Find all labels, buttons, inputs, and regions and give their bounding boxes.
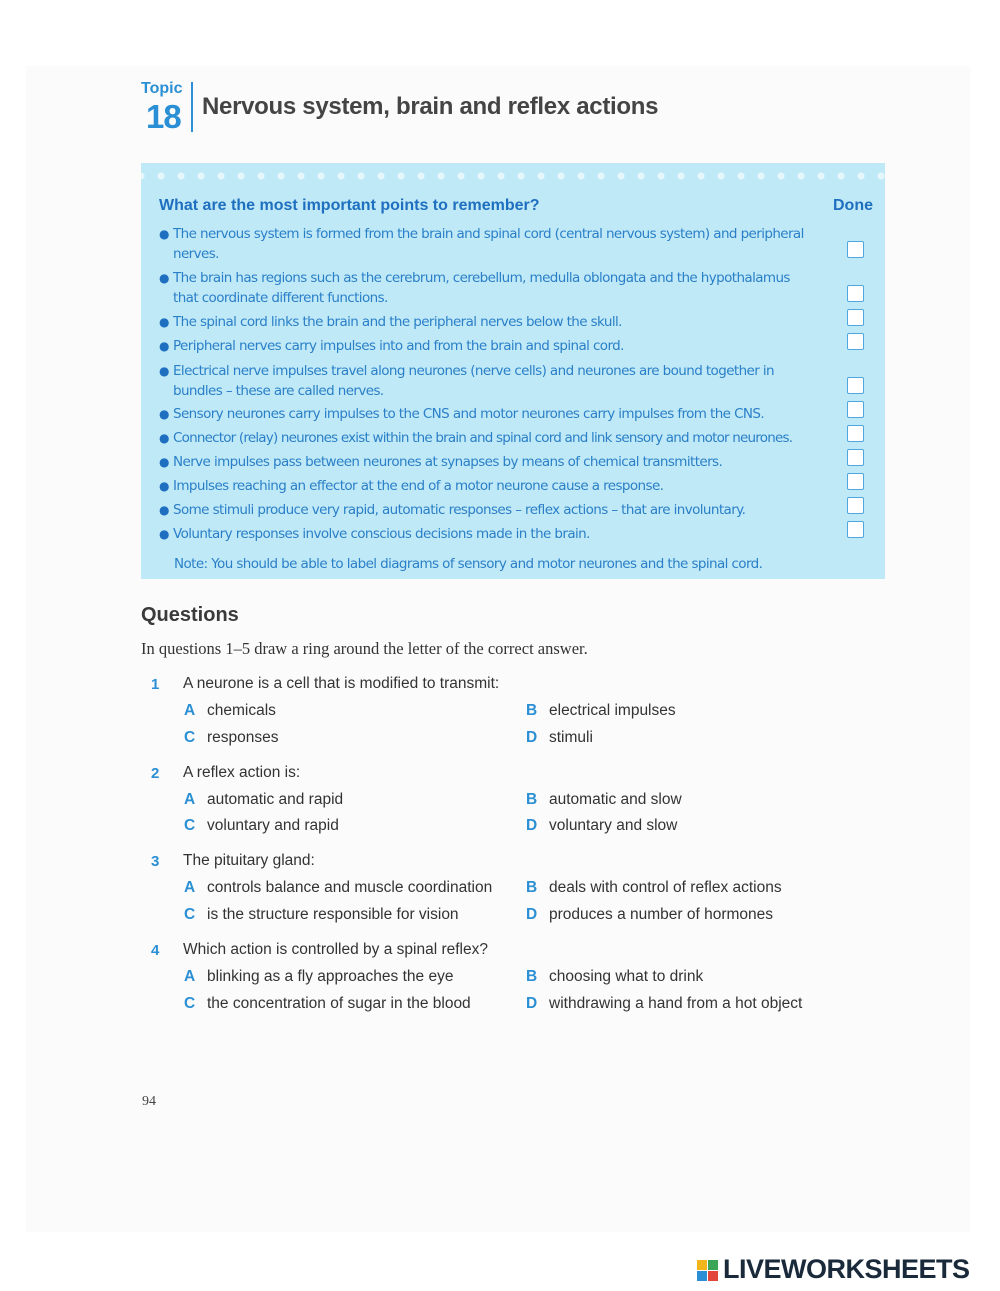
done-checkbox-10[interactable] (847, 497, 864, 514)
option-text: voluntary and slow (549, 817, 678, 834)
option-text: produces a number of hormones (549, 906, 774, 923)
option-text: voluntary and rapid (207, 817, 339, 834)
option-letter[interactable]: A (184, 968, 196, 985)
key-point-3: ● The spinal cord links the brain and the peripheral nerves below the skull. (173, 313, 813, 333)
done-column-label: Done (833, 197, 873, 214)
question-number: 1 (151, 676, 160, 693)
option-letter[interactable]: C (184, 906, 196, 923)
done-checkbox-7[interactable] (847, 425, 864, 442)
option-text: blinking as a fly approaches the eye (207, 968, 454, 985)
answer-option[interactable] (526, 995, 802, 1013)
option-letter[interactable]: D (526, 817, 538, 834)
option-letter[interactable]: A (184, 791, 196, 808)
bullet-icon: ● (159, 339, 169, 353)
option-text: deals with control of reflex actions (549, 879, 782, 896)
option-text: automatic and rapid (207, 791, 344, 808)
answer-option[interactable] (184, 817, 339, 835)
question-text: A reflex action is: (183, 764, 301, 781)
done-checkbox-6[interactable] (847, 401, 864, 418)
done-checkbox-11[interactable] (847, 521, 864, 538)
option-letter[interactable]: C (184, 817, 196, 834)
bullet-icon: ● (159, 227, 169, 241)
questions-heading: Questions (141, 604, 239, 626)
question-text: A neurone is a cell that is modified to transmit: (183, 675, 500, 692)
option-letter[interactable]: C (184, 995, 196, 1012)
option-text: the concentration of sugar in the blood (207, 995, 471, 1012)
answer-option[interactable] (526, 702, 676, 720)
option-letter[interactable]: A (184, 879, 196, 896)
option-letter[interactable]: B (526, 968, 538, 985)
key-point-6: ● Sensory neurones carry impulses to the CNS and motor neurones carry impulses from the CNS. (173, 405, 833, 425)
answer-option[interactable] (526, 906, 773, 924)
topic-divider (191, 82, 193, 132)
key-point-11: ● Voluntary responses involve conscious decisions made in the brain. (173, 525, 813, 545)
answer-option[interactable] (184, 729, 279, 747)
key-point-9: ● Impulses reaching an effector at the end of a motor neurone cause a response. (173, 477, 813, 497)
bullet-icon: ● (159, 364, 169, 378)
answer-option[interactable] (526, 968, 703, 986)
key-point-7: ● Connector (relay) neurones exist within the brain and spinal cord and link sensory and motor neurones. (173, 429, 845, 449)
liveworksheets-logo-icon (697, 1260, 719, 1282)
option-text: withdrawing a hand from a hot object (549, 995, 803, 1012)
option-letter[interactable]: B (526, 791, 538, 808)
key-points-heading: What are the most important points to remember? (159, 197, 540, 214)
page-title: Nervous system, brain and reflex actions (202, 93, 659, 120)
option-letter[interactable]: A (184, 702, 196, 719)
option-letter[interactable]: D (526, 995, 538, 1012)
option-letter[interactable]: C (184, 729, 196, 746)
bullet-icon: ● (159, 315, 169, 329)
key-point-1: ● The nervous system is formed from the brain and spinal cord (central nervous system) and peripheral nerves. (159, 226, 804, 262)
key-point-8: ● Nerve impulses pass between neurones at synapses by means of chemical transmitters. (173, 453, 813, 473)
answer-option[interactable] (184, 791, 343, 809)
done-checkbox-9[interactable] (847, 473, 864, 490)
answer-option[interactable] (526, 817, 677, 835)
done-checkbox-2[interactable] (847, 285, 864, 302)
option-text: electrical impulses (549, 702, 676, 719)
answer-option[interactable] (184, 879, 492, 897)
option-text: responses (207, 729, 279, 746)
question-text: Which action is controlled by a spinal reflex? (183, 941, 488, 958)
option-text: controls balance and muscle coordination (207, 879, 493, 896)
done-checkbox-3[interactable] (847, 309, 864, 326)
answer-option[interactable] (526, 879, 782, 897)
option-text: automatic and slow (549, 791, 682, 808)
question-number: 3 (151, 853, 160, 870)
option-text: stimuli (549, 729, 593, 746)
answer-option[interactable] (526, 729, 593, 747)
option-text: choosing what to drink (549, 968, 704, 985)
done-checkbox-4[interactable] (847, 333, 864, 350)
answer-option[interactable] (184, 702, 276, 720)
done-checkbox-5[interactable] (847, 377, 864, 394)
key-point-10: ● Some stimuli produce very rapid, automatic responses – reflex actions – that are involuntary. (173, 501, 833, 521)
answer-option[interactable] (184, 968, 453, 986)
answer-option[interactable] (184, 906, 459, 924)
key-point-4: ● Peripheral nerves carry impulses into and from the brain and spinal cord. (173, 337, 813, 357)
bullet-icon: ● (159, 503, 169, 517)
option-letter[interactable]: B (526, 702, 538, 719)
bullet-icon: ● (159, 479, 169, 493)
bullet-icon: ● (159, 431, 169, 445)
done-checkbox-8[interactable] (847, 449, 864, 466)
option-letter[interactable]: D (526, 729, 538, 746)
option-letter[interactable]: B (526, 879, 538, 896)
topic-number: 18 (146, 98, 181, 135)
questions-instruction: In questions 1–5 draw a ring around the letter of the correct answer. (141, 639, 588, 658)
bullet-icon: ● (159, 271, 169, 285)
bullet-icon: ● (159, 407, 169, 421)
question-number: 4 (151, 942, 160, 959)
key-point-5: ● Electrical nerve impulses travel along neurones (nerve cells) and neurones are bound together in bundles – these are called nerves. (159, 363, 775, 399)
done-checkbox-1[interactable] (847, 241, 864, 258)
question-text: The pituitary gland: (183, 852, 315, 869)
question-number: 2 (151, 765, 160, 782)
key-points-box (141, 163, 885, 579)
bullet-icon: ● (159, 527, 169, 541)
option-text: chemicals (207, 702, 276, 719)
option-letter[interactable]: D (526, 906, 538, 923)
page-number: 94 (142, 1094, 156, 1109)
answer-option[interactable] (184, 995, 471, 1013)
key-points-dotted-border (141, 163, 885, 189)
option-text: is the structure responsible for vision (207, 906, 459, 923)
answer-option[interactable] (526, 791, 682, 809)
key-points-note: Note: You should be able to label diagrams of sensory and motor neurones and the spinal cord. (174, 556, 763, 572)
brand-name: LIVEWORKSHEETS (723, 1254, 970, 1284)
topic-label: Topic (141, 80, 183, 97)
bullet-icon: ● (159, 455, 169, 469)
key-point-2: ● The brain has regions such as the cerebrum, cerebellum, medulla oblongata and the hypothalamus that coordinate different functions. (159, 270, 790, 306)
